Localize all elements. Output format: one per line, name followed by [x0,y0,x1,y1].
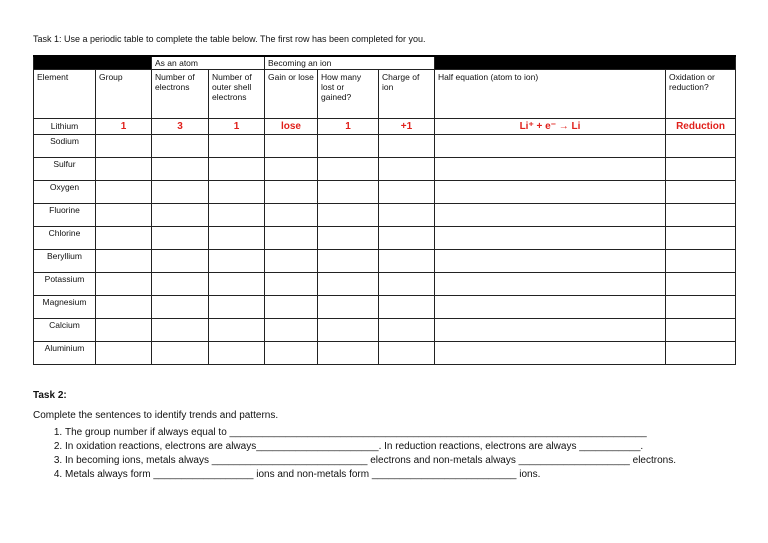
answer-cell[interactable] [435,273,666,296]
example-cell: lose [265,119,318,135]
answer-cell[interactable] [96,135,152,158]
answer-cell[interactable] [265,181,318,204]
answer-cell[interactable] [666,135,736,158]
answer-cell[interactable] [666,342,736,365]
answer-cell[interactable] [666,296,736,319]
header-gain-or-lose: Gain or lose [265,70,318,119]
answer-cell[interactable] [96,204,152,227]
element-name: Magnesium [34,296,96,319]
answer-cell[interactable] [379,319,435,342]
answer-cell[interactable] [318,158,379,181]
answer-cell[interactable] [96,227,152,250]
task2-title: Task 2: [33,390,67,401]
element-rows [34,135,736,365]
answer-cell[interactable] [96,181,152,204]
element-name: Potassium [34,273,96,296]
element-name: Chlorine [34,227,96,250]
answer-cell[interactable] [209,296,265,319]
header-how-many: How many lost or gained? [318,70,379,119]
answer-cell[interactable] [265,319,318,342]
answer-cell[interactable] [152,250,209,273]
element-name: Calcium [34,319,96,342]
answer-cell[interactable] [265,158,318,181]
answer-cell[interactable] [666,273,736,296]
answer-cell[interactable] [435,158,666,181]
answer-cell[interactable] [318,227,379,250]
answer-cell[interactable] [379,250,435,273]
example-cell: +1 [379,119,435,135]
example-cell: 1 [96,119,152,135]
answer-cell[interactable] [265,227,318,250]
element-row [34,181,736,204]
answer-cell[interactable] [379,227,435,250]
answer-cell[interactable] [209,135,265,158]
answer-cell[interactable] [152,273,209,296]
element-row [34,204,736,227]
answer-cell[interactable] [435,319,666,342]
answer-cell[interactable] [152,204,209,227]
answer-cell[interactable] [318,204,379,227]
header-element: Element [34,70,96,119]
header-outer-shell-electrons: Number of outer shell electrons [209,70,265,119]
answer-cell[interactable] [152,227,209,250]
element-row [34,250,736,273]
blank-group-cell [435,56,736,70]
answer-cell[interactable] [666,319,736,342]
element-name: Lithium [34,119,96,135]
element-name: Fluorine [34,204,96,227]
answer-cell[interactable] [318,181,379,204]
answer-cell[interactable] [265,250,318,273]
header-group: Group [96,70,152,119]
answer-cell[interactable] [666,250,736,273]
example-cell: 1 [318,119,379,135]
answer-cell[interactable] [379,204,435,227]
answer-cell[interactable] [379,181,435,204]
header-half-equation: Half equation (atom to ion) [435,70,666,119]
sentence-item: 4. Metals always form __________________ ions and non-metals form __________________________ ions. [65,468,768,482]
example-row [34,119,736,135]
answer-cell[interactable] [265,273,318,296]
element-row [34,158,736,181]
answer-cell[interactable] [379,273,435,296]
answer-cell[interactable] [318,273,379,296]
answer-cell[interactable] [318,319,379,342]
element-row [34,273,736,296]
element-row [34,319,736,342]
answer-cell[interactable] [152,342,209,365]
answer-cell[interactable] [318,250,379,273]
answer-cell[interactable] [318,135,379,158]
answer-cell[interactable] [209,250,265,273]
answer-cell[interactable] [209,342,265,365]
answer-cell[interactable] [265,204,318,227]
as-an-atom-header: As an atom [152,56,265,70]
answer-cell[interactable] [96,250,152,273]
answer-cell[interactable] [435,250,666,273]
header-number-of-electrons: Number of electrons [152,70,209,119]
example-cell: Reduction [666,119,736,135]
element-name: Sulfur [34,158,96,181]
answer-cell[interactable] [435,181,666,204]
answer-cell[interactable] [96,273,152,296]
element-name: Sodium [34,135,96,158]
answer-cell[interactable] [379,135,435,158]
periodic-worksheet-table [33,55,736,365]
answer-cell[interactable] [96,342,152,365]
sentence-item: 1. The group number if always equal to ___________________________________________________________________________ [65,426,768,440]
answer-cell[interactable] [435,204,666,227]
answer-cell[interactable] [96,319,152,342]
element-row [34,227,736,250]
answer-cell[interactable] [96,296,152,319]
group-header-row [34,56,736,70]
sentence-item: 3. In becoming ions, metals always ____________________________ electrons and non-metals always ____________________ electrons. [65,454,768,468]
element-row [34,296,736,319]
sentence-item: 2. In oxidation reactions, electrons are always______________________. In reduction reactions, electrons are always ___________. [65,440,768,454]
element-row [34,135,736,158]
task1-instructions: Task 1: Use a periodic table to complete the table below. The first row has been completed for you. [33,34,426,44]
sentence-list [33,426,768,482]
blank-group-cell [34,56,152,70]
answer-cell[interactable] [666,227,736,250]
answer-cell[interactable] [152,181,209,204]
answer-cell[interactable] [152,158,209,181]
element-name: Aluminium [34,342,96,365]
task2-intro: Complete the sentences to identify trends and patterns. [33,410,279,421]
answer-cell[interactable] [666,181,736,204]
answer-cell[interactable] [96,158,152,181]
answer-cell[interactable] [435,135,666,158]
answer-cell[interactable] [152,319,209,342]
answer-cell[interactable] [209,227,265,250]
answer-cell[interactable] [265,342,318,365]
element-row [34,342,736,365]
answer-cell[interactable] [209,204,265,227]
answer-cell[interactable] [435,342,666,365]
answer-cell[interactable] [152,135,209,158]
answer-cell[interactable] [318,342,379,365]
answer-cell[interactable] [379,296,435,319]
header-oxidation-or-reduction: Oxidation or reduction? [666,70,736,119]
example-cell: Li⁺ + e⁻ → Li [435,119,666,135]
answer-cell[interactable] [666,158,736,181]
answer-cell[interactable] [435,296,666,319]
answer-cell[interactable] [209,273,265,296]
element-name: Beryllium [34,250,96,273]
example-cell: 3 [152,119,209,135]
answer-cell[interactable] [209,158,265,181]
answer-cell[interactable] [318,296,379,319]
answer-cell[interactable] [435,227,666,250]
becoming-an-ion-header: Becoming an ion [265,56,435,70]
answer-cell[interactable] [666,204,736,227]
header-charge-of-ion: Charge of ion [379,70,435,119]
element-name: Oxygen [34,181,96,204]
answer-cell[interactable] [265,135,318,158]
answer-cell[interactable] [379,158,435,181]
answer-cell[interactable] [265,296,318,319]
example-cell: 1 [209,119,265,135]
answer-cell[interactable] [209,181,265,204]
column-header-row [34,70,736,119]
answer-cell[interactable] [209,319,265,342]
answer-cell[interactable] [152,296,209,319]
answer-cell[interactable] [379,342,435,365]
